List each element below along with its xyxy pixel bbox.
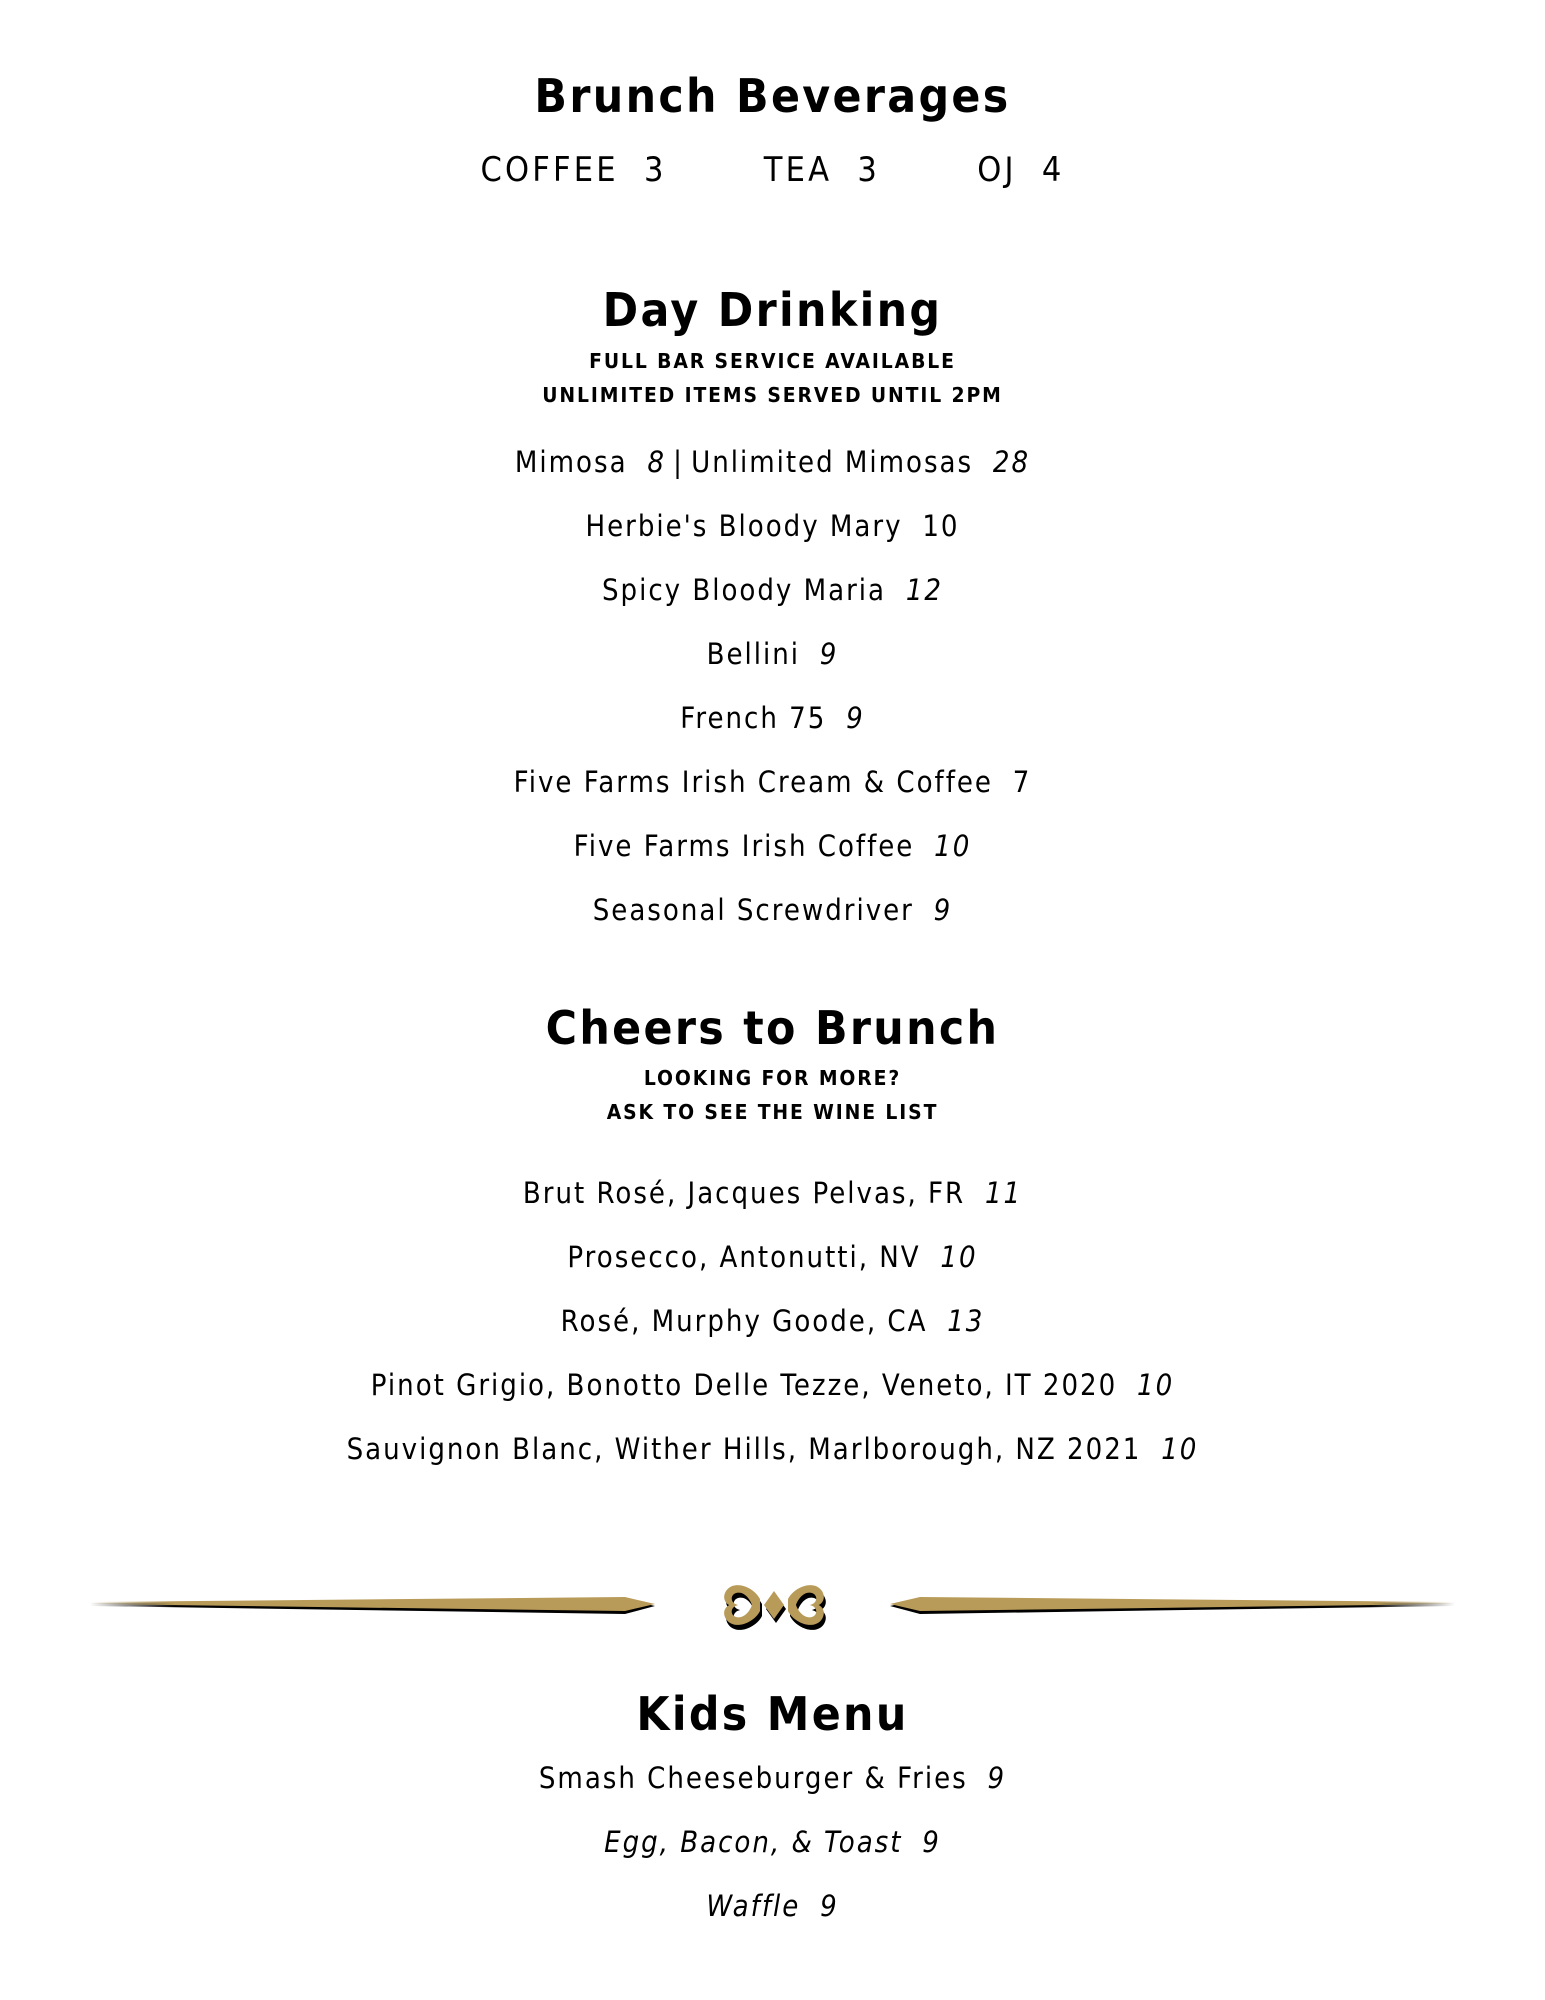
item-name: Sauvignon Blanc, Wither Hills, Marlborough, NZ 2021 — [346, 1432, 1142, 1466]
item-price: 12 — [905, 573, 943, 607]
item-name: Rosé, Murphy Goode, CA — [560, 1304, 928, 1338]
item-name: Prosecco, Antonutti, NV — [567, 1240, 921, 1274]
item-price-unlimited: 28 — [992, 445, 1031, 479]
item-price: 8 — [647, 445, 666, 479]
menu-item-mimosa — [77, 442, 1468, 482]
item-price: 10 — [922, 509, 960, 543]
item-price: 9 — [846, 701, 865, 735]
price-separator: | — [673, 445, 684, 479]
item-name: French 75 — [680, 701, 827, 735]
wine-item — [77, 1429, 1468, 1469]
item-name: Five Farms Irish Cream & Coffee — [513, 765, 993, 799]
item-name-unlimited: Unlimited Mimosas — [691, 445, 974, 479]
section-title-day-drinking: Day Drinking — [602, 283, 943, 337]
beverage-name: OJ — [977, 150, 1017, 190]
item-name: Waffle — [706, 1889, 801, 1923]
beverage-price: 3 — [643, 150, 667, 190]
wine-item — [77, 1301, 1468, 1341]
item-price: 9 — [819, 637, 839, 671]
beverage-item-oj — [977, 148, 1064, 192]
day-drinking-subtitle-1: FULL BAR SERVICE AVAILABLE — [589, 349, 956, 373]
item-price: 11 — [984, 1176, 1023, 1210]
brunch-beverages-row — [77, 148, 1468, 192]
wine-item — [77, 1173, 1468, 1213]
wine-item — [77, 1365, 1468, 1405]
item-name: Seasonal Screwdriver — [592, 893, 914, 927]
cheers-subtitle-1: LOOKING FOR MORE? — [643, 1066, 902, 1090]
kids-item — [77, 1758, 1468, 1798]
item-price: 9 — [987, 1761, 1007, 1795]
menu-item — [77, 570, 1468, 610]
menu-item — [77, 826, 1468, 866]
menu-item — [77, 698, 1468, 738]
item-name: Egg, Bacon, & Toast — [604, 1825, 903, 1859]
menu-item — [77, 506, 1468, 546]
item-name: Smash Cheeseburger & Fries — [538, 1761, 968, 1795]
wine-item — [77, 1237, 1468, 1277]
beverage-item-coffee — [481, 148, 667, 192]
section-title-cheers-to-brunch: Cheers to Brunch — [545, 1001, 1000, 1055]
item-name: Five Farms Irish Coffee — [573, 829, 915, 863]
item-price: 9 — [933, 893, 953, 927]
section-title-kids-menu: Kids Menu — [636, 1687, 909, 1741]
item-price: 10 — [1161, 1432, 1199, 1466]
item-price: 7 — [1012, 765, 1032, 799]
item-name: Pinot Grigio, Bonotto Delle Tezze, Veneto, IT 2020 — [370, 1368, 1118, 1402]
item-name: Spicy Bloody Maria — [601, 573, 887, 607]
item-name: Brut Rosé, Jacques Pelvas, FR — [522, 1176, 966, 1210]
kids-item — [77, 1886, 1468, 1926]
beverage-item-tea — [764, 148, 880, 192]
menu-item — [77, 762, 1468, 802]
item-price: 13 — [947, 1304, 985, 1338]
day-drinking-subtitle-2: UNLIMITED ITEMS SERVED UNTIL 2PM — [542, 383, 1003, 407]
menu-item — [77, 634, 1468, 674]
kids-item — [77, 1822, 1468, 1862]
item-name: Herbie's Bloody Mary — [585, 509, 903, 543]
beverage-price: 4 — [1041, 150, 1065, 190]
item-price: 9 — [820, 1889, 839, 1923]
beverage-name: COFFEE — [480, 150, 619, 190]
item-price: 10 — [1137, 1368, 1175, 1402]
item-name: Bellini — [706, 637, 800, 671]
item-price: 10 — [940, 1240, 978, 1274]
item-price: 9 — [922, 1825, 941, 1859]
ornamental-flourish-divider-icon — [90, 1565, 1455, 1645]
item-name: Mimosa — [514, 445, 628, 479]
beverage-price: 3 — [857, 150, 881, 190]
beverage-name: TEA — [763, 150, 833, 190]
menu-item — [77, 890, 1468, 930]
cheers-subtitle-2: ASK TO SEE THE WINE LIST — [606, 1100, 939, 1124]
item-price: 10 — [934, 829, 972, 863]
section-title-brunch-beverages: Brunch Beverages — [534, 69, 1011, 123]
